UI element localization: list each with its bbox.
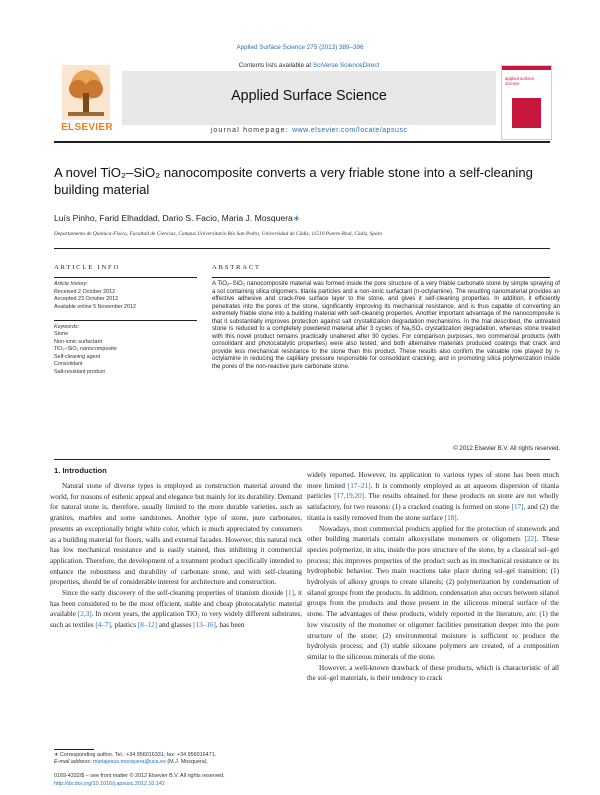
footnote [54,752,304,767]
email-line [54,759,304,766]
homepage-prefix: journal homepage: [210,127,293,134]
author-list: Luís Pinho, Farid Elhaddad, Dario S. Facio, Maria J. Mosquera [54,213,293,223]
left-column [50,481,302,631]
article-info-heading: ARTICLE INFO [54,264,121,271]
keyword: Self-cleaning agent [54,353,101,360]
header-rule [54,141,550,143]
footer-info [54,773,304,788]
footnote-rule [54,749,94,750]
citation-link[interactable]: [17] [511,503,524,512]
article-title: A novel TiO₂–SiO₂ nanocomposite converts a very friable stone into a self-cleaning building material [54,165,533,197]
keyword: Consolidant [54,361,83,368]
citation-link[interactable]: [4–7] [95,621,111,630]
citation-link[interactable]: [17–21] [347,481,371,490]
citation-link[interactable]: [13–16] [193,621,216,630]
email-label: E-mail address: [54,759,92,766]
keyword: Salt-resistant product [54,368,105,375]
paragraph: However, a well-known drawback of these products, which is characteristic of all the sol–gel materials, is their tendency to crack [307,663,559,683]
doi-link[interactable]: http://dx.doi.org/10.1016/j.apsusc.2012.10.142 [54,780,165,787]
history-item: Available online 5 November 2012 [54,303,137,310]
journal-title: Applied Surface Science [231,88,387,104]
article-info-rule [54,277,197,278]
cover-band [502,66,551,70]
homepage-link[interactable]: www.elsevier.com/locate/apsusc [292,127,408,134]
history-item: Accepted 23 October 2012 [54,296,119,302]
contents-line [122,62,496,69]
keywords [54,324,197,376]
history-item: Received 2 October 2012 [54,288,116,295]
email-owner: (M.J. Mosquera). [165,759,209,766]
citation-link[interactable]: [2,3] [77,610,92,619]
abstract-heading: ABSTRACT [212,264,261,271]
keywords-rule [54,320,197,321]
elsevier-logo [56,65,118,138]
paragraph: Nowadays, most commercial products applied for the protection of stonework and other building materials contain alkoxysilane monomers or oligomers [22]. These species polymerize, in situ, inside the pore structure of the stone, by a classical sol–gel process; this improves properties of the product such as its mechanical resistance or its hydrophobic behavior. Two main reactions take place during sol–gel transition: (1) hydrolysis of alkoxy groups to create silanols; (2) polymerization by condensation of silanol groups from the products. In addition, condensation also occurs between silanol groups from the products and those present in the siliceous mineral surface of the stone. The advantages of these products, widely reported in the literature, are: (1) the low viscosity of the monomer or oligomer facilities penetration deeper into the pore structure of the stone; (2) environmental moisture is sufficient to produce the hydrolysis process; and (3) stable siloxane polymers are created, of a composition similar to the siliceous minerals of the stone. [307,524,559,661]
corresponding-author-mark[interactable]: ∗ [292,213,301,223]
citation-link[interactable]: [17,19,20] [334,492,365,501]
citation-link[interactable]: [22] [524,535,537,544]
history-label: Article history: [54,281,88,287]
right-column [307,470,559,684]
journal-reference[interactable]: Applied Surface Science 275 (2013) 389–396 [236,44,364,51]
keyword: Non-ionic surfactant [54,338,102,345]
corresponding-author-note: ∗ Corresponding author. Tel.: +34 956016331; fax: +34 956016471. [54,752,217,758]
abstract-rule [212,277,550,278]
keyword: Stone [54,331,69,338]
abstract-bottom-rule [54,459,550,460]
citation-link[interactable]: [1] [285,589,294,598]
title-rule [54,248,550,249]
email-link[interactable]: mariajesus.mosquera@uca.es [92,759,166,766]
journal-cover-image-icon [512,98,541,128]
citation-link[interactable]: [18] [444,513,457,522]
cover-title: applied surface science [505,76,535,87]
keyword: TiO₂–SiO₂ nanocomposite [54,346,117,353]
paragraph: Natural stone of diverse types is employed as construction material around the world, for reasons of esthetic appeal and elegance but mainly for its durability. Demand for natural stone is, therefore, usually limited to the more durable varieties, such as granites, marbles and some sandstones. Another type of stone, pure carbonates, presents an exceptionally bright white color, which is much appreciated by consumers as a building material for floors, walls and external facades. However, this natural rock has low mechanical resistance and is easily stained, thus inhibiting it commercial application. Therefore, the development of a treatment product specifically intended to enhance the robustness and durability of carbonate stone, and with self-cleaning properties, should be of considerable interest for architecture and construction. [50,482,303,587]
authors [54,213,550,224]
article-history [54,281,197,311]
copyright: © 2012 Elsevier B.V. All rights reserved. [453,446,560,452]
keywords-label: Keywords: [54,324,80,330]
citation-link[interactable]: [8–12] [137,621,158,630]
issn-line: 0169-4332/$ – see front matter © 2012 Elsevier B.V. All rights reserved. [54,773,225,779]
paragraph: widely reported. However, its application to various types of stone has been much more limited [17–21]. It is commonly employed as an aqueous dispersion of titania particles [17,19,20]. The results obtained for these products on stone are not wholly satisfactory, for two reasons: (1) a cracked coating is formed on stone [17], and (2) the titania is easily removed from the stone surface [18]. [307,471,559,522]
abstract-text: A TiO₂–SiO₂ nanocomposite material was formed inside the pore structure of a very friable carbonate stone by simple spraying of a sol containing silica oligomers, titania particles and a non-ionic surfactant (n-octylamine). The resulting nanomaterial provides an effective adhesive and crack-free surface layer to the stone, and gives it self-cleaning properties. In addition, it efficiently penetrates into the pores of the stone, significantly improving its mechanical resistance, and is thus capable of converting an extremely friable stone into a building material with self-cleaning properties. Another important advantage of the nanocomposite is that it substantially improves protection against salt crystallization degradation mechanisms. In the trial described, the untreated stone is reduced to a completely powdered material after 3 cycles of Na₂SO₄ crystallization degradation, whereas stone treated with this novel product remains practically unaltered after 30 cycles. For comparison purposes, two commercial products (with consolidant and photocatalytic properties) were also tested, and both alternative materials produced coatings that crack and provide less mechanical resistance to the stone than this product. These results also confirm the valuable role played by n-octylamine in reducing the capillary pressure responsible for consolidant cracking, and in promoting silica polymerization inside the pores of the non-reactive pure carbonate stone. [212,281,560,371]
sciencedirect-link[interactable]: SciVerse ScienceDirect [312,62,380,69]
paragraph: Since the early discovery of the self-cleaning properties of titanium dioxide [1], it has been considered to be the most efficient, stable and cheap photocatalytic material available [2,3]. In recent years, the application TiO₂ to very widely different substrates, such as textiles [4–7], plastics [8–12] and glasses [13–16], has been [50,589,302,630]
elsevier-wordmark: ELSEVIER [61,122,113,133]
contents-prefix: Contents lists available at [238,62,313,69]
journal-homepage [122,127,496,134]
affiliation: Departamento de Química-Física, Facultad de Ciencias, Campus Universitario Río San Pedro, Universidad de Cádiz, 11510 Puerto Real, Cádiz, Spain [54,231,382,237]
journal-cover[interactable] [501,65,552,140]
elsevier-tree-logo-icon [62,65,110,120]
introduction-heading: 1. Introduction [54,466,107,475]
